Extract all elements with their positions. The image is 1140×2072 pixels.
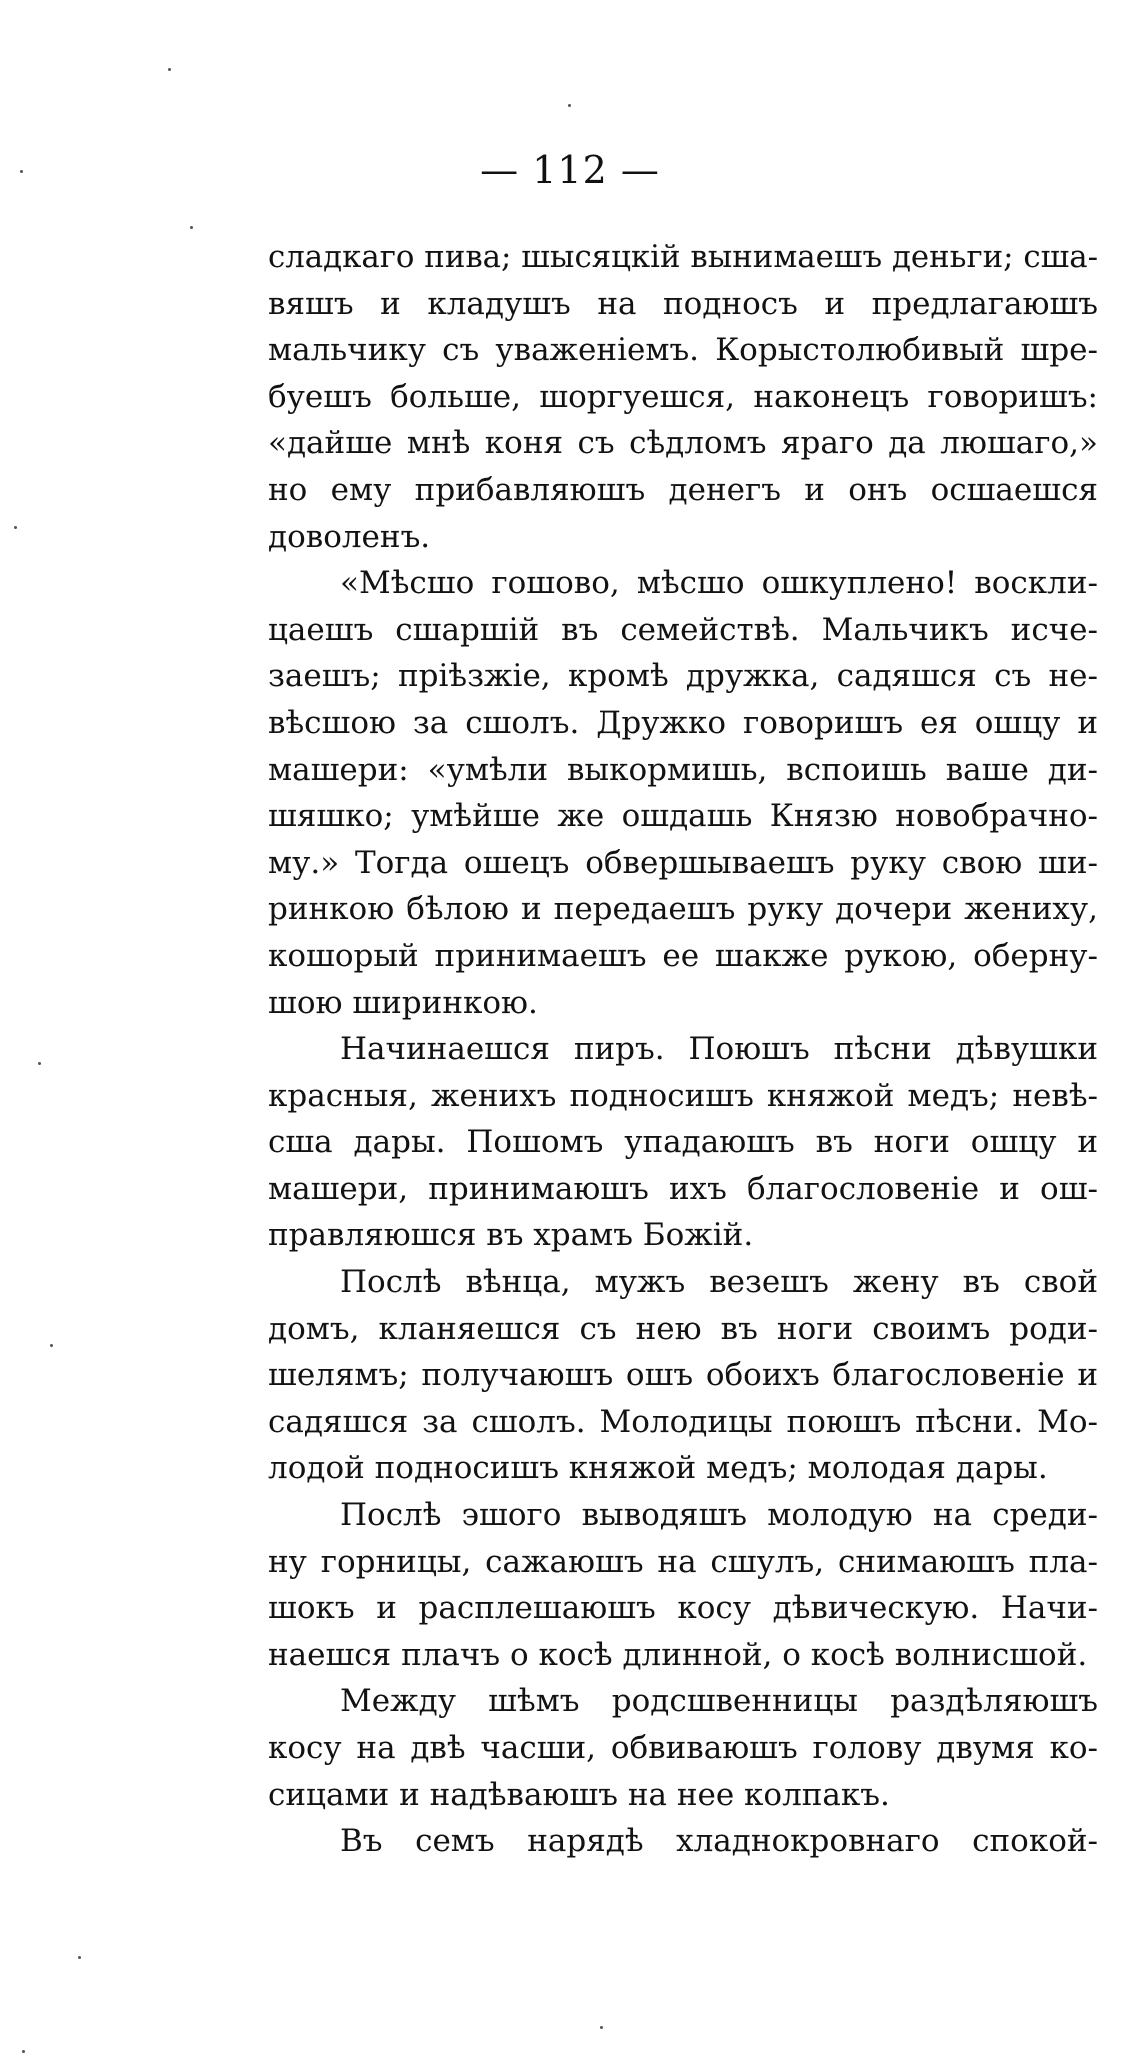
text-line: красныя, женихъ подносишъ княжой медъ; невѣ- [268, 1077, 1098, 1114]
text-line: правляюшся въ храмъ Божій. [268, 1217, 754, 1254]
text-line: ринкою бѣлою и передаешъ руку дочери жениху, [268, 891, 1098, 928]
text-line: му.» Тогда ошецъ обвершываешъ руку свою ши- [268, 844, 1098, 881]
paragraph-4 [268, 1259, 1098, 1492]
scan-speck [14, 526, 17, 529]
paragraph-7 [268, 1818, 1098, 1865]
scan-speck [568, 104, 571, 107]
text-line: шелямъ; получаюшъ ошъ обоихъ благословеніе и [268, 1357, 1098, 1394]
text-line: домъ, кланяешся съ нею въ ноги своимъ роди- [268, 1310, 1098, 1347]
body-text [268, 234, 1098, 1865]
text-line: буешъ больше, шоргуешся, наконецъ говоришъ: [268, 378, 1098, 415]
text-line: мальчику съ уваженіемъ. Корыстолюбивый шре- [268, 332, 1098, 369]
text-line: цаешъ сшаршій въ семействѣ. Мальчикъ исче- [268, 611, 1098, 648]
text-line: шокъ и расплешаюшъ косу дѣвическую. Начи- [268, 1590, 1098, 1627]
text-line: ну горницы, сажаюшъ на сшулъ, снимаюшъ пла- [268, 1543, 1098, 1580]
text-line: «дайше мнѣ коня съ сѣдломъ яраго да люшаго,» [268, 425, 1098, 462]
text-line: заешъ; пріѣзжіе, кромѣ дружка, садяшся съ не- [268, 658, 1098, 695]
paragraph-2 [268, 560, 1098, 1026]
text-line: Между шѣмъ родсшвенницы раздѣляюшъ [340, 1683, 1098, 1720]
paragraph-1 [268, 234, 1098, 560]
text-line: наешся плачъ о косѣ длинной, о косѣ волнисшой. [268, 1636, 1088, 1673]
text-line: садяшся за сшолъ. Молодицы поюшъ пѣсни. Мо- [268, 1403, 1098, 1440]
page-number: — 112 — [480, 148, 660, 192]
text-line: доволенъ. [268, 518, 431, 555]
paragraph-3 [268, 1026, 1098, 1259]
text-line: косу на двѣ часши, обвиваюшъ голову двумя ко- [268, 1730, 1098, 1766]
text-line: Начинаешся пиръ. Поюшъ пѣсни дѣвушки [340, 1031, 1098, 1068]
text-line: «Мѣсшо гошово, мѣсшо ошкуплено! воскли- [340, 565, 1098, 602]
text-line: Послѣ эшого выводяшъ молодую на среди- [340, 1497, 1098, 1534]
text-line: сицами и надѣваюшъ на нее колпакъ. [268, 1776, 890, 1813]
text-line: шою ширинкою. [268, 984, 538, 1021]
text-line: но ему прибавляюшъ денегъ и онъ осшаешся [268, 471, 1098, 508]
paragraph-6 [268, 1678, 1098, 1818]
text-line: машери, принимаюшъ ихъ благословеніе и ош- [268, 1170, 1098, 1207]
text-line: Въ семъ нарядѣ хладнокровнаго спокой- [340, 1823, 1098, 1860]
text-line: сша дары. Пошомъ упадаюшъ въ ноги ошцу и [268, 1124, 1098, 1161]
text-line: Послѣ вѣнца, мужъ везешъ жену въ свой [340, 1264, 1098, 1301]
scan-speck [50, 1344, 53, 1347]
scan-speck [190, 226, 193, 229]
text-line: лодой подносишъ княжой медъ; молодая дары. [268, 1450, 1048, 1487]
text-line: вѣсшою за сшолъ. Дружко говоришъ ея ошцу и [268, 704, 1098, 741]
text-line: вяшъ и кладушъ на подносъ и предлагаюшъ [268, 285, 1098, 322]
paragraph-5 [268, 1492, 1098, 1678]
scan-speck [20, 170, 23, 173]
text-line: машери: «умѣли выкормишь, вспоишь ваше ди- [268, 751, 1098, 788]
scan-speck [600, 2026, 603, 2029]
text-line: шяшко; умѣйше же ошдашь Князю новобрачно- [268, 798, 1098, 835]
scan-speck [22, 2050, 25, 2053]
scan-speck [38, 1062, 41, 1065]
text-line: сладкаго пива; шысяцкій вынимаешъ деньги; сша- [268, 239, 1098, 275]
text-line: кошорый принимаешъ ее шакже рукою, оберну- [268, 937, 1098, 974]
scan-speck [78, 1956, 81, 1959]
scan-speck [168, 68, 171, 71]
